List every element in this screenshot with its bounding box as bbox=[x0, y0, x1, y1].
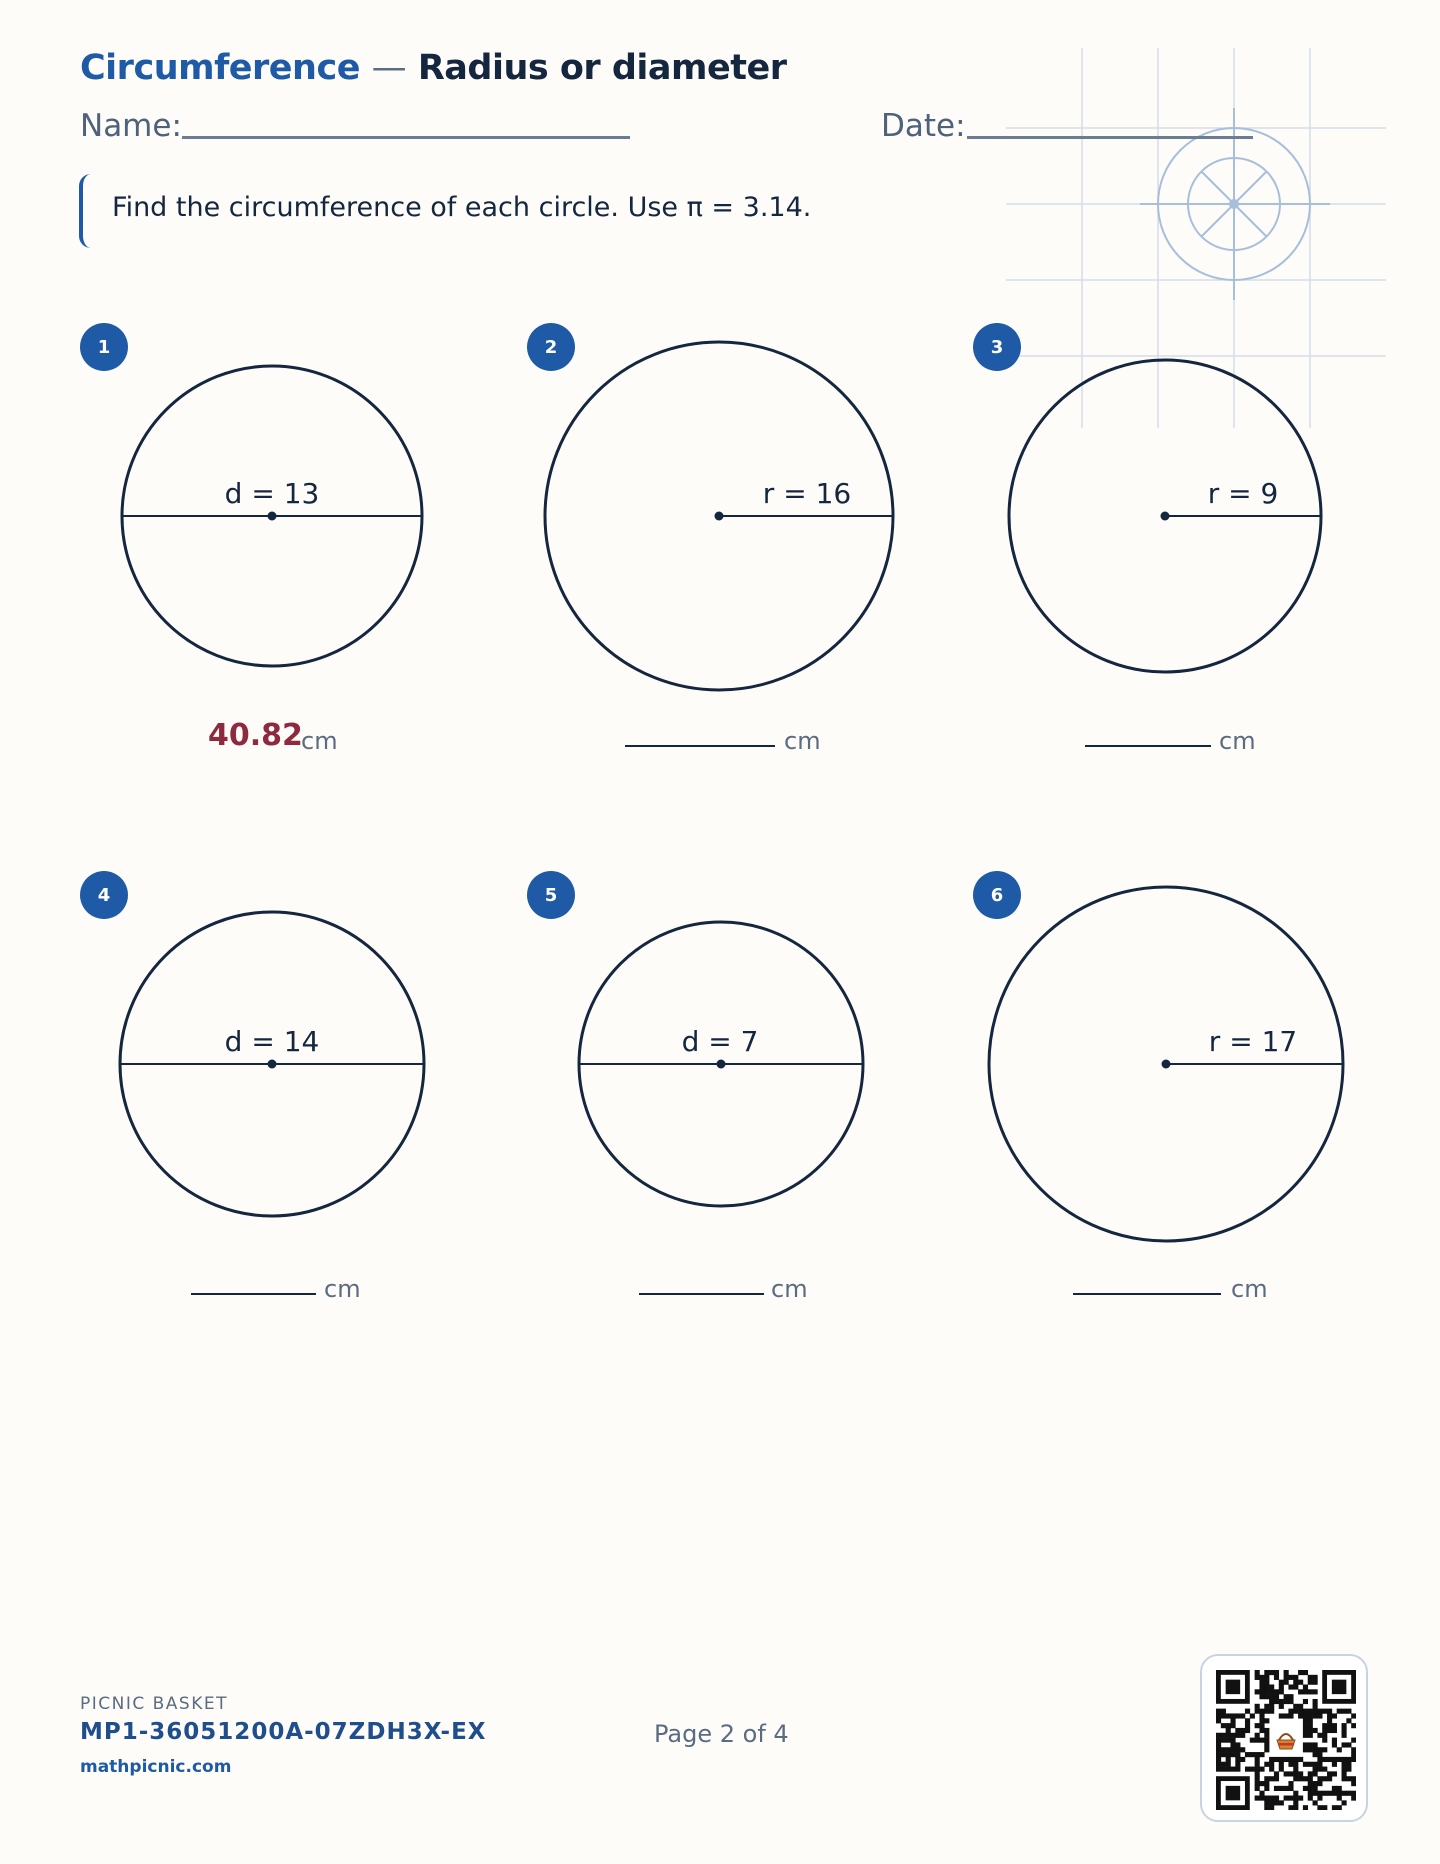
center-point bbox=[717, 1060, 726, 1069]
answer-unit: cm bbox=[1231, 1275, 1268, 1303]
center-point bbox=[268, 512, 277, 521]
qr-code-icon bbox=[1216, 1670, 1356, 1810]
circle-figure-3 bbox=[1007, 358, 1323, 674]
measurement-label: r = 17 bbox=[1208, 1025, 1298, 1058]
problem-number-badge: 1 bbox=[80, 323, 128, 371]
answer-unit: cm bbox=[301, 727, 338, 755]
center-point bbox=[1162, 1060, 1171, 1069]
problem-number-badge: 6 bbox=[973, 871, 1021, 919]
basket-icon bbox=[1274, 1728, 1298, 1752]
title-main: Circumference bbox=[80, 48, 360, 88]
instruction-text: Find the circumference of each circle. Use π = 3.14. bbox=[112, 192, 812, 223]
measurement-label: d = 7 bbox=[681, 1025, 759, 1058]
name-field[interactable] bbox=[182, 136, 630, 139]
answer-unit: cm bbox=[784, 727, 821, 755]
circle-figure-6 bbox=[987, 885, 1347, 1245]
answer-unit: cm bbox=[771, 1275, 808, 1303]
date-field[interactable] bbox=[967, 136, 1253, 139]
answer-blank[interactable] bbox=[1073, 1293, 1221, 1295]
answer-blank[interactable] bbox=[625, 745, 775, 747]
name-label: Name: bbox=[80, 108, 182, 144]
answer-blank[interactable] bbox=[1085, 745, 1211, 747]
problem-number-badge: 3 bbox=[973, 323, 1021, 371]
brand-label: PICNIC BASKET bbox=[80, 1694, 228, 1714]
answer-value[interactable]: 40.82 bbox=[208, 718, 303, 753]
worksheet-code: MP1-36051200A-07ZDH3X-EX bbox=[80, 1719, 487, 1745]
date-label: Date: bbox=[881, 108, 966, 144]
measurement-label: d = 13 bbox=[224, 477, 320, 510]
site-link[interactable]: mathpicnic.com bbox=[80, 1757, 232, 1777]
measurement-label: r = 16 bbox=[762, 477, 852, 510]
title-separator: — bbox=[371, 48, 407, 88]
circle-figure-4 bbox=[118, 910, 426, 1218]
page-title bbox=[80, 48, 786, 88]
page-indicator: Page 2 of 4 bbox=[654, 1720, 789, 1748]
problem-number-badge: 2 bbox=[527, 323, 575, 371]
center-point bbox=[268, 1060, 277, 1069]
answer-blank[interactable] bbox=[191, 1293, 316, 1295]
center-point bbox=[1161, 512, 1170, 521]
answer-unit: cm bbox=[1219, 727, 1256, 755]
circle-figure-5 bbox=[577, 918, 865, 1210]
measurement-label: r = 9 bbox=[1207, 477, 1279, 510]
circle-figure-2 bbox=[543, 340, 895, 692]
title-subtitle: Radius or diameter bbox=[417, 48, 787, 88]
instruction-accent-bar bbox=[79, 174, 93, 248]
answer-unit: cm bbox=[324, 1275, 361, 1303]
circle-figure-1 bbox=[120, 364, 424, 668]
problem-number-badge: 5 bbox=[527, 871, 575, 919]
measurement-label: d = 14 bbox=[224, 1025, 320, 1058]
answer-blank[interactable] bbox=[639, 1293, 764, 1295]
qr-code-box[interactable] bbox=[1200, 1654, 1368, 1822]
center-point bbox=[715, 512, 724, 521]
problem-number-badge: 4 bbox=[80, 871, 128, 919]
